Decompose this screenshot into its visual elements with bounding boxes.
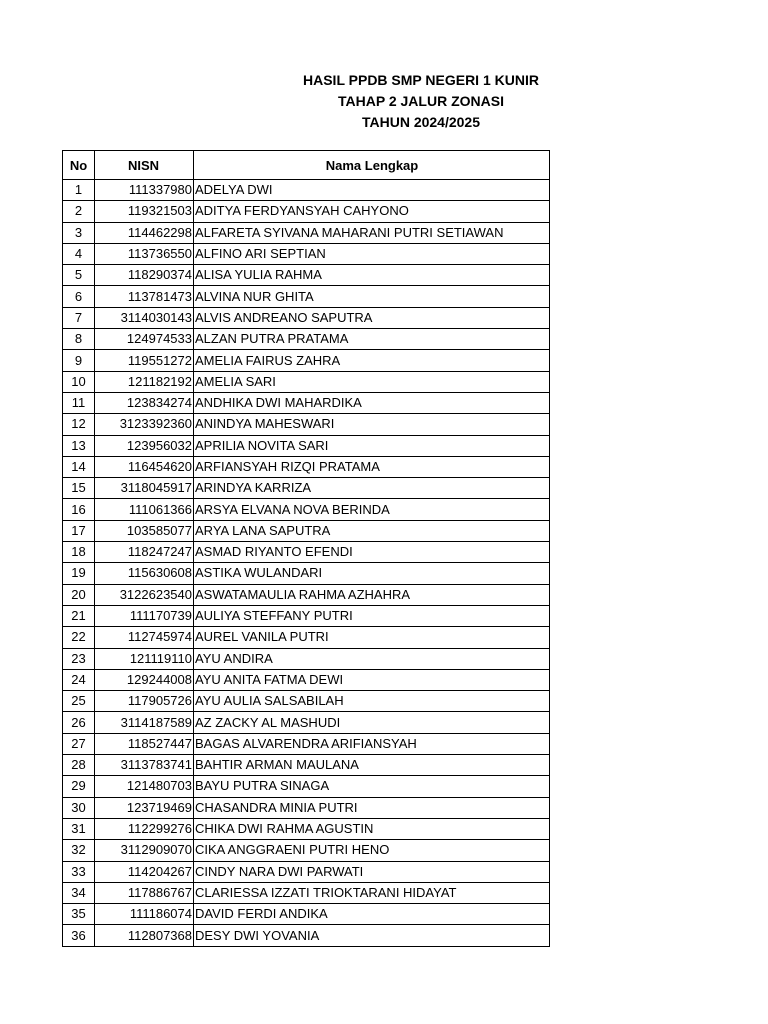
title-line-1: HASIL PPDB SMP NEGERI 1 KUNIR [303, 72, 539, 88]
row-name: CLARIESSA IZZATI TRIOKTARANI HIDAYAT [194, 882, 550, 903]
table-row [63, 329, 550, 350]
row-name: BAGAS ALVARENDRA ARIFIANSYAH [194, 733, 550, 754]
row-name: ASTIKA WULANDARI [194, 563, 550, 584]
table-row [63, 797, 550, 818]
row-no: 29 [63, 776, 95, 797]
row-nisn: 123834274 [95, 392, 194, 413]
row-name: ALZAN PUTRA PRATAMA [194, 329, 550, 350]
row-nisn: 103585077 [95, 520, 194, 541]
row-no: 36 [63, 925, 95, 946]
row-no: 5 [63, 265, 95, 286]
row-no: 7 [63, 307, 95, 328]
row-no: 20 [63, 584, 95, 605]
table-row [63, 456, 550, 477]
row-name: BAYU PUTRA SINAGA [194, 776, 550, 797]
row-nisn: 118527447 [95, 733, 194, 754]
row-name: AMELIA FAIRUS ZAHRA [194, 350, 550, 371]
row-no: 11 [63, 392, 95, 413]
row-nisn: 115630608 [95, 563, 194, 584]
table-row [63, 712, 550, 733]
row-name: APRILIA NOVITA SARI [194, 435, 550, 456]
row-name: ASWATAMAULIA RAHMA AZHAHRA [194, 584, 550, 605]
table-row [63, 861, 550, 882]
row-no: 15 [63, 478, 95, 499]
row-no: 34 [63, 882, 95, 903]
row-no: 3 [63, 222, 95, 243]
row-no: 12 [63, 414, 95, 435]
row-nisn: 124974533 [95, 329, 194, 350]
row-name: ALFINO ARI SEPTIAN [194, 243, 550, 264]
row-nisn: 114462298 [95, 222, 194, 243]
row-name: AYU ANITA FATMA DEWI [194, 669, 550, 690]
row-nisn: 121182192 [95, 371, 194, 392]
row-no: 35 [63, 904, 95, 925]
row-name: ALFARETA SYIVANA MAHARANI PUTRI SETIAWAN [194, 222, 550, 243]
row-nisn: 113781473 [95, 286, 194, 307]
row-nisn: 113736550 [95, 243, 194, 264]
table-row [63, 435, 550, 456]
row-nisn: 112299276 [95, 818, 194, 839]
table-row [63, 265, 550, 286]
table-row [63, 371, 550, 392]
table-row [63, 286, 550, 307]
row-name: CHASANDRA MINIA PUTRI [194, 797, 550, 818]
table-row [63, 648, 550, 669]
table-body [63, 180, 550, 947]
row-name: CHIKA DWI RAHMA AGUSTIN [194, 818, 550, 839]
row-no: 24 [63, 669, 95, 690]
table-row [63, 605, 550, 626]
row-no: 9 [63, 350, 95, 371]
row-no: 26 [63, 712, 95, 733]
row-no: 13 [63, 435, 95, 456]
row-name: ALVIS ANDREANO SAPUTRA [194, 307, 550, 328]
row-no: 6 [63, 286, 95, 307]
row-nisn: 3122623540 [95, 584, 194, 605]
row-no: 25 [63, 691, 95, 712]
table-row [63, 882, 550, 903]
row-nisn: 111061366 [95, 499, 194, 520]
row-name: ADELYA DWI [194, 180, 550, 201]
row-nisn: 111170739 [95, 605, 194, 626]
table-row [63, 392, 550, 413]
table-row [63, 350, 550, 371]
row-nisn: 119321503 [95, 201, 194, 222]
row-nisn: 3113783741 [95, 755, 194, 776]
row-name: AUREL VANILA PUTRI [194, 627, 550, 648]
results-table [62, 150, 550, 947]
row-name: ARSYA ELVANA NOVA BERINDA [194, 499, 550, 520]
row-name: ARFIANSYAH RIZQI PRATAMA [194, 456, 550, 477]
row-no: 19 [63, 563, 95, 584]
header-no: No [63, 151, 95, 180]
row-no: 17 [63, 520, 95, 541]
row-no: 10 [63, 371, 95, 392]
row-no: 32 [63, 840, 95, 861]
row-name: AYU AULIA SALSABILAH [194, 691, 550, 712]
title-line-3: TAHUN 2024/2025 [361, 114, 481, 130]
header-name: Nama Lengkap [194, 151, 550, 180]
table-row [63, 414, 550, 435]
table-row [63, 925, 550, 946]
row-nisn: 3118045917 [95, 478, 194, 499]
table-row [63, 669, 550, 690]
row-no: 30 [63, 797, 95, 818]
row-name: DESY DWI YOVANIA [194, 925, 550, 946]
row-name: ARINDYA KARRIZA [194, 478, 550, 499]
row-name: DAVID FERDI ANDIKA [194, 904, 550, 925]
row-nisn: 123719469 [95, 797, 194, 818]
row-nisn: 117886767 [95, 882, 194, 903]
row-name: ADITYA FERDYANSYAH CAHYONO [194, 201, 550, 222]
row-no: 1 [63, 180, 95, 201]
table-row [63, 478, 550, 499]
row-nisn: 123956032 [95, 435, 194, 456]
table-row [63, 307, 550, 328]
row-no: 8 [63, 329, 95, 350]
row-nisn: 118247247 [95, 542, 194, 563]
table-row [63, 243, 550, 264]
row-name: AYU ANDIRA [194, 648, 550, 669]
row-nisn: 111186074 [95, 904, 194, 925]
row-no: 2 [63, 201, 95, 222]
row-nisn: 112745974 [95, 627, 194, 648]
row-nisn: 129244008 [95, 669, 194, 690]
table-row [63, 563, 550, 584]
row-no: 4 [63, 243, 95, 264]
table-header-row [63, 151, 550, 180]
table-row [63, 818, 550, 839]
row-no: 27 [63, 733, 95, 754]
row-nisn: 3123392360 [95, 414, 194, 435]
row-name: ASMAD RIYANTO EFENDI [194, 542, 550, 563]
row-nisn: 111337980 [95, 180, 194, 201]
row-nisn: 121119110 [95, 648, 194, 669]
row-nisn: 3114030143 [95, 307, 194, 328]
table-row [63, 201, 550, 222]
table-row [63, 776, 550, 797]
row-name: ARYA LANA SAPUTRA [194, 520, 550, 541]
table-row [63, 627, 550, 648]
row-nisn: 118290374 [95, 265, 194, 286]
table-row [63, 584, 550, 605]
row-name: ANDHIKA DWI MAHARDIKA [194, 392, 550, 413]
row-no: 31 [63, 818, 95, 839]
row-nisn: 116454620 [95, 456, 194, 477]
title-line-2: TAHAP 2 JALUR ZONASI [338, 93, 504, 109]
row-nisn: 121480703 [95, 776, 194, 797]
row-name: AZ ZACKY AL MASHUDI [194, 712, 550, 733]
row-name: ALISA YULIA RAHMA [194, 265, 550, 286]
row-name: CINDY NARA DWI PARWATI [194, 861, 550, 882]
row-no: 16 [63, 499, 95, 520]
row-no: 14 [63, 456, 95, 477]
row-name: AULIYA STEFFANY PUTRI [194, 605, 550, 626]
row-name: CIKA ANGGRAENI PUTRI HENO [194, 840, 550, 861]
table-row [63, 542, 550, 563]
table-row [63, 691, 550, 712]
row-name: BAHTIR ARMAN MAULANA [194, 755, 550, 776]
row-nisn: 119551272 [95, 350, 194, 371]
row-nisn: 112807368 [95, 925, 194, 946]
header-nisn: NISN [95, 151, 194, 180]
table-row [63, 755, 550, 776]
table-row [63, 499, 550, 520]
row-no: 28 [63, 755, 95, 776]
row-no: 21 [63, 605, 95, 626]
row-nisn: 3112909070 [95, 840, 194, 861]
row-no: 18 [63, 542, 95, 563]
table-row [63, 180, 550, 201]
table-row [63, 222, 550, 243]
table-row [63, 733, 550, 754]
row-name: ALVINA NUR GHITA [194, 286, 550, 307]
row-nisn: 3114187589 [95, 712, 194, 733]
table-row [63, 840, 550, 861]
document-title [280, 70, 562, 133]
row-name: AMELIA SARI [194, 371, 550, 392]
row-no: 23 [63, 648, 95, 669]
row-nisn: 117905726 [95, 691, 194, 712]
row-nisn: 114204267 [95, 861, 194, 882]
table-row [63, 520, 550, 541]
row-no: 33 [63, 861, 95, 882]
table-row [63, 904, 550, 925]
row-name: ANINDYA MAHESWARI [194, 414, 550, 435]
row-no: 22 [63, 627, 95, 648]
